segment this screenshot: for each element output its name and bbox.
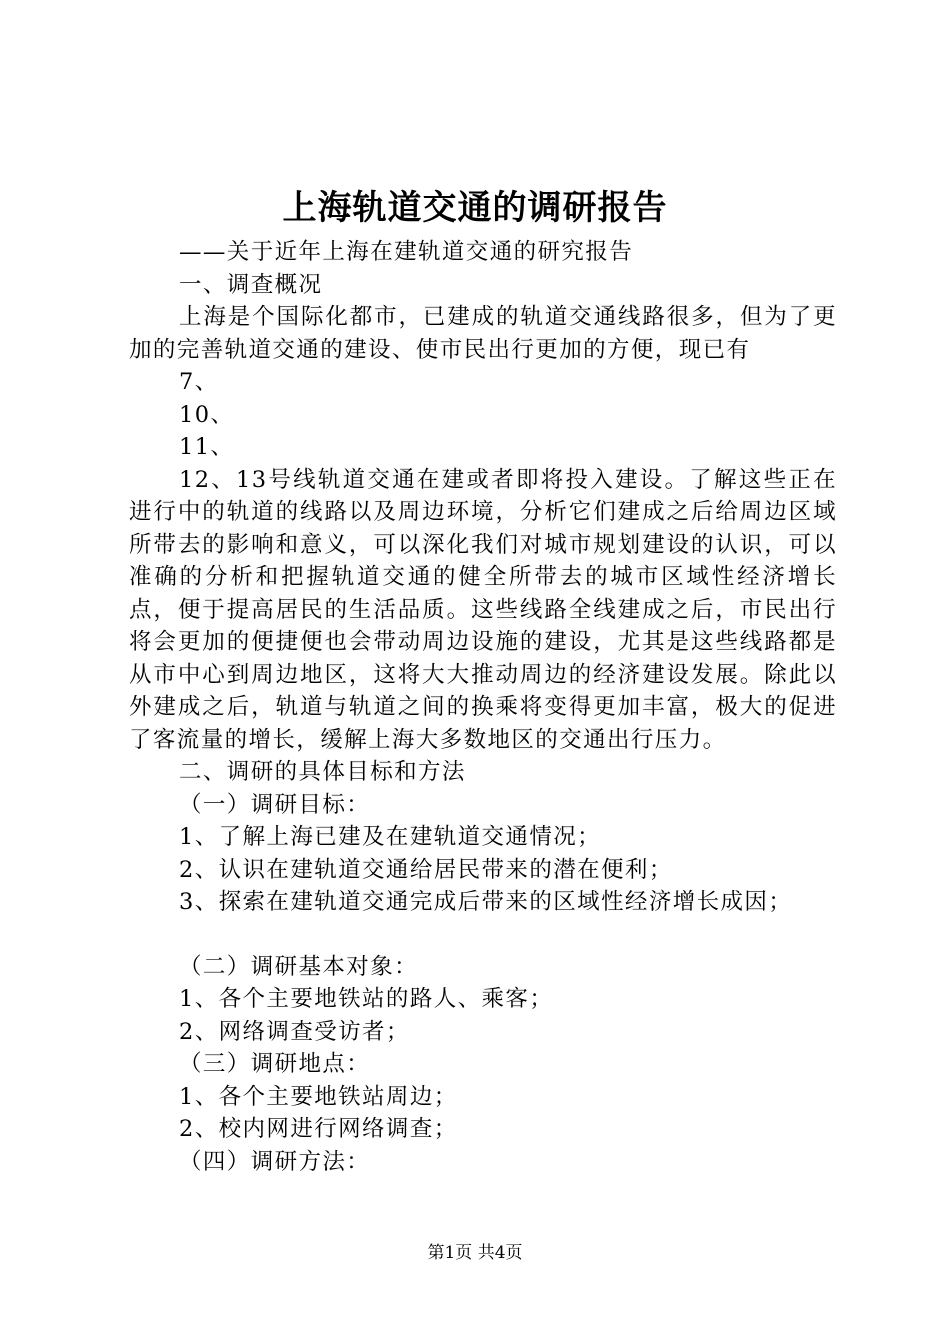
subheading-objects: （二）调研基本对象： xyxy=(179,953,419,980)
list-item-object: 1、各个主要地铁站的路人、乘客； xyxy=(179,986,554,1012)
subheading-places: （三）调研地点： xyxy=(179,1051,371,1077)
document-body xyxy=(129,236,837,1178)
main-paragraph: 12、13号线轨道交通在建或者即将投入建设。了解这些正在进行中的轨道的线路以及周边环境，分析它们建成之后给周边区域所带去的影响和意义，可以深化我们对城市规划建设的认识，可以准确的分析和把握轨道交通的健全所带去的城市区域性经济增长点，便于提高居民的生活品质。这些线路全线建成之后，市民出行将会更加的便捷便也会带动周边设施的建设，尤其是这些线路都是从市中心到周边地区，这将大大推动周边的经济建设发展。除此以外建成之后，轨道与轨道之间的换乘将变得更加丰富，极大的促进了客流量的增长，缓解上海大多数地区的交通出行压力。 xyxy=(129,466,837,753)
subheading-goals: （一）调研目标： xyxy=(179,791,371,818)
line-item: 11、 xyxy=(179,434,235,460)
list-item-place: 1、各个主要地铁站周边； xyxy=(179,1083,458,1110)
list-item-object: 2、网络调查受访者； xyxy=(179,1018,410,1045)
page-footer: 第1页 共4页 xyxy=(427,1243,523,1263)
subheading-methods: （四）调研方法： xyxy=(179,1148,371,1175)
list-item-goal: 1、了解上海已建及在建轨道交通情况； xyxy=(179,824,602,850)
list-item-goal: 2、认识在建轨道交通给居民带来的潜在便利； xyxy=(179,856,673,883)
document-title: 上海轨道交通的调研报告 xyxy=(282,188,668,228)
list-item-place: 2、校内网进行网络调查； xyxy=(179,1116,458,1142)
blank-line xyxy=(129,919,837,951)
line-item: 7、 xyxy=(179,369,219,395)
list-item-goal: 3、探索在建轨道交通完成后带来的区域性经济增长成因； xyxy=(179,889,793,915)
section-heading-goals-methods: 二、调研的具体目标和方法 xyxy=(179,759,466,785)
intro-paragraph: 上海是个国际化都市，已建成的轨道交通线路很多，但为了更加的完善轨道交通的建设、使市民出行更加的方便，现已有 xyxy=(129,304,837,363)
section-heading-overview: 一、调查概况 xyxy=(179,271,323,298)
subtitle: ——关于近年上海在建轨道交通的研究报告 xyxy=(179,239,634,265)
line-item: 10、 xyxy=(179,401,235,428)
